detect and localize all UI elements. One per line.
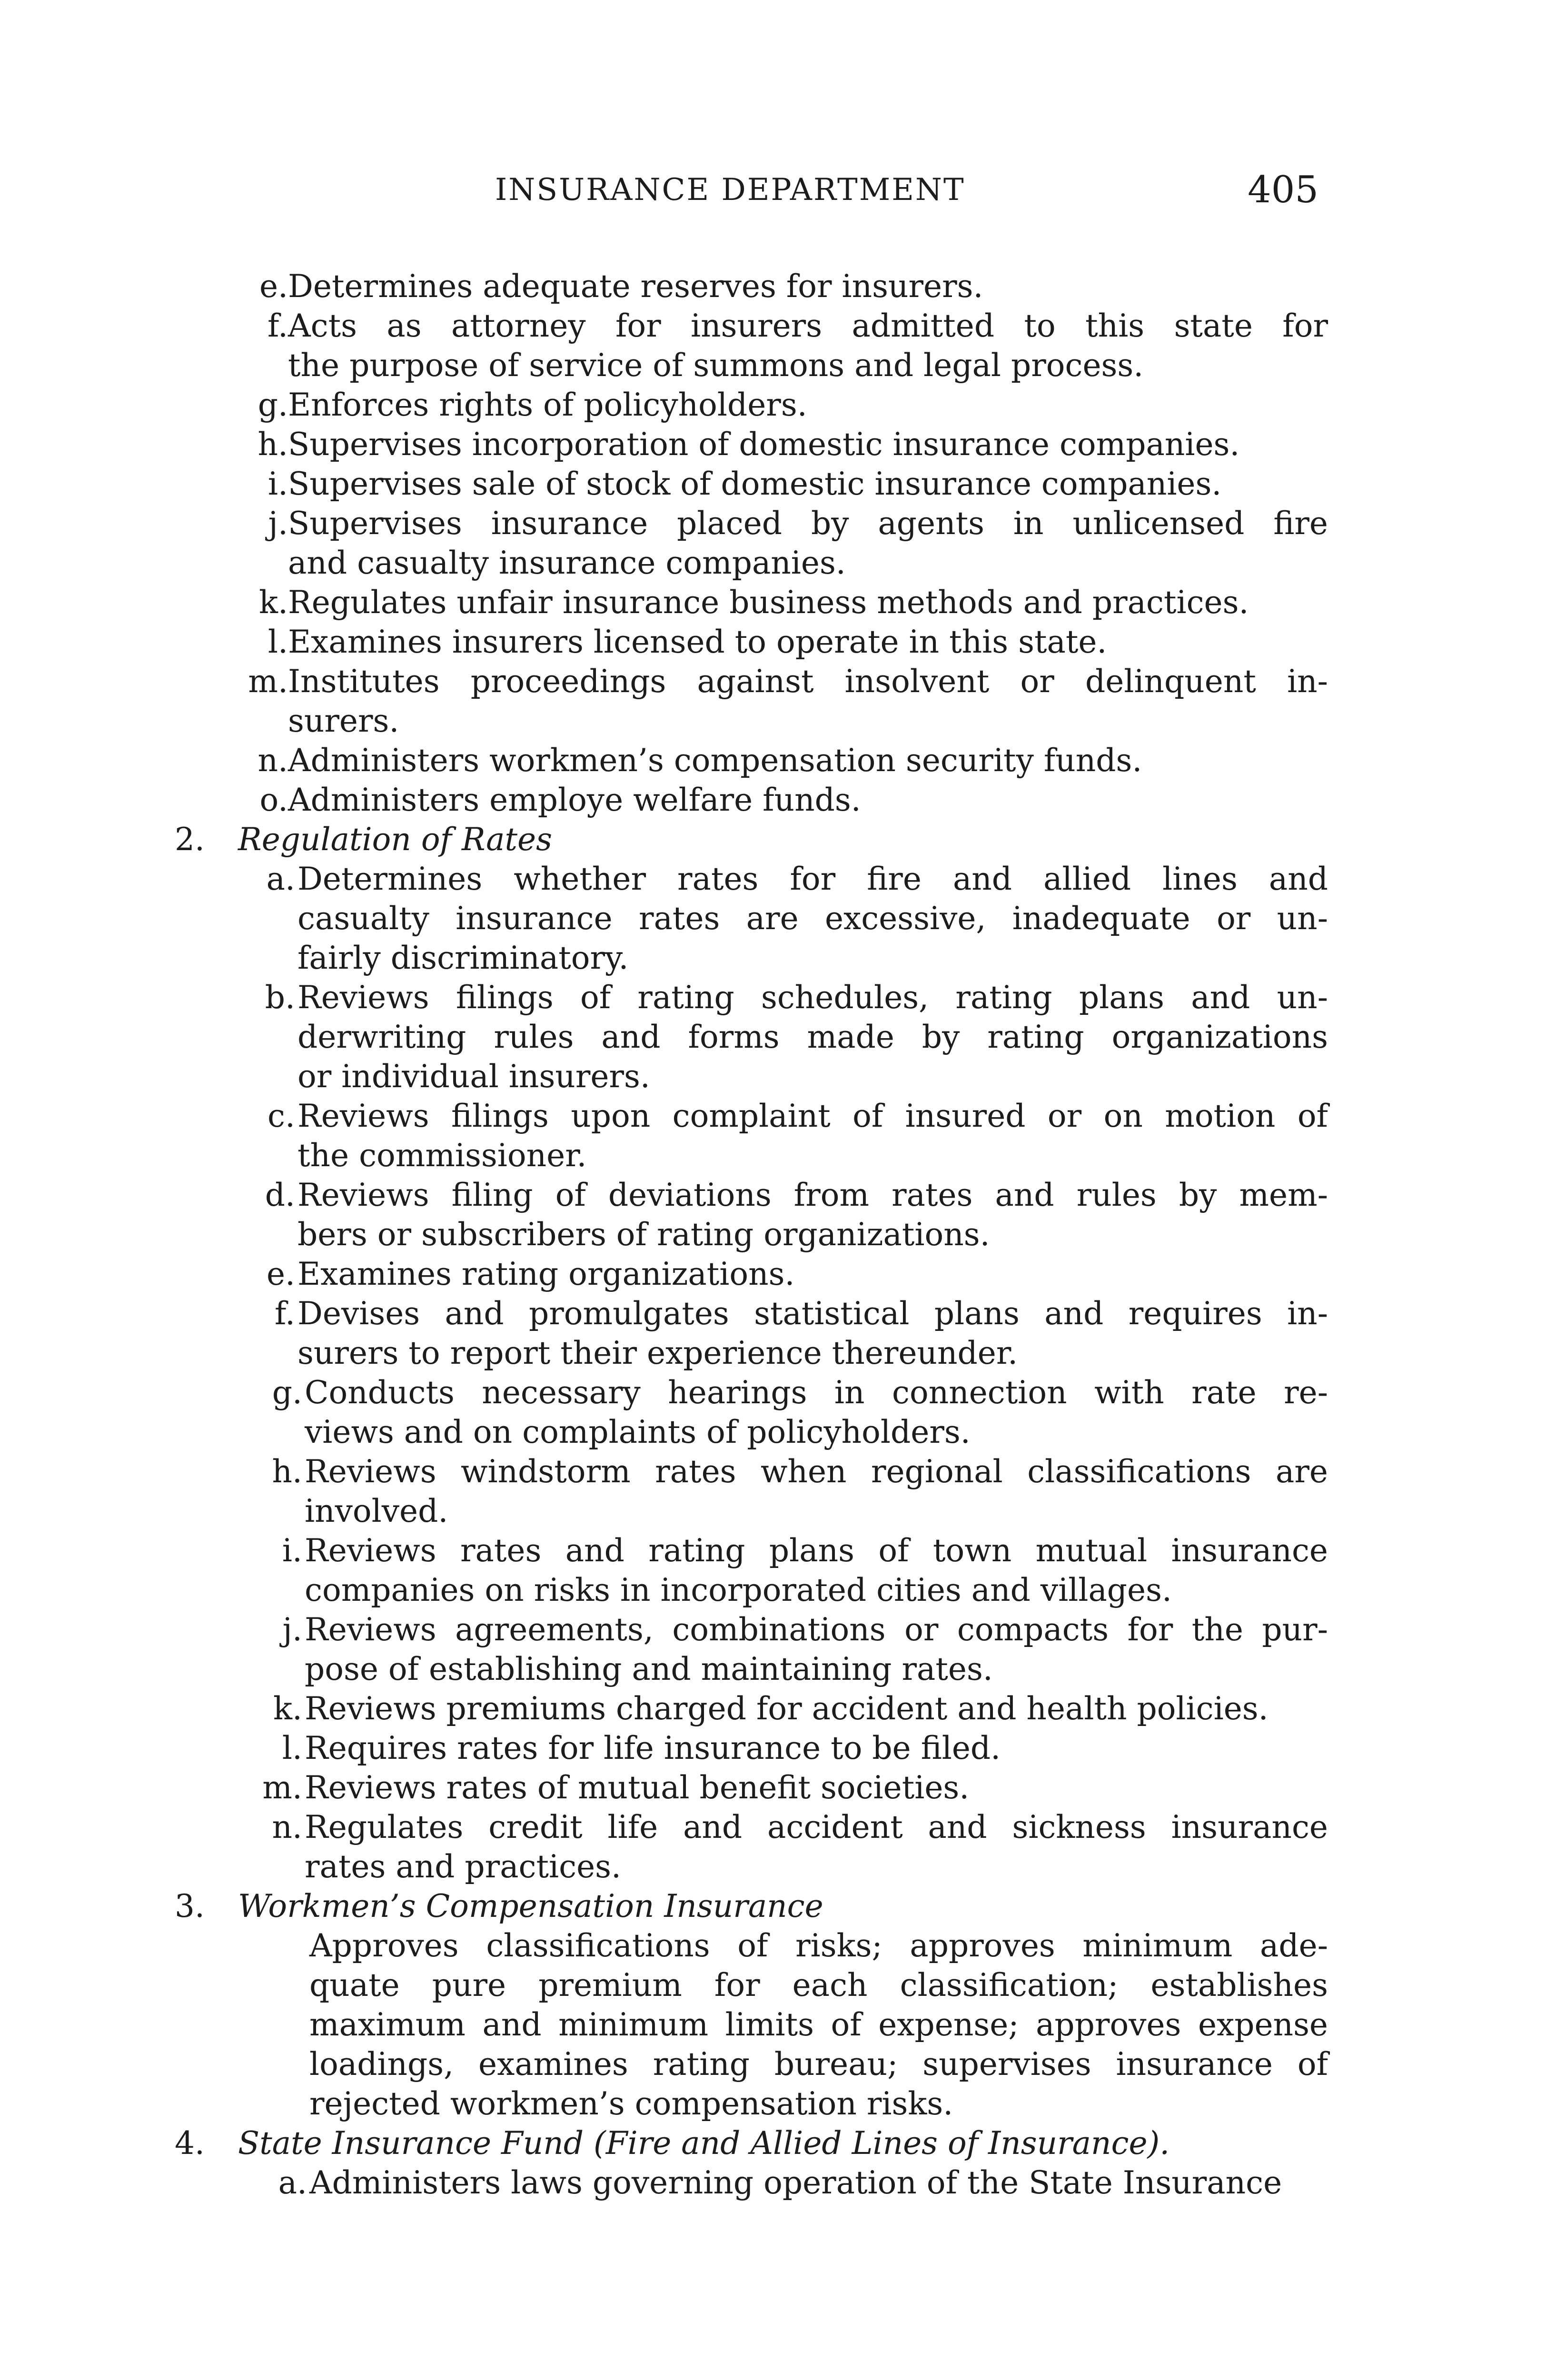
item-label: d.: [265, 1177, 295, 1213]
text-line: [0, 1531, 1546, 1570]
item-label: k.: [273, 1690, 302, 1727]
item-text: companies on risks in incorporated cities and villages.: [305, 1572, 1172, 1608]
text-line: [0, 780, 1546, 820]
item-label: a.: [278, 2164, 307, 2201]
section-heading: [0, 1886, 1546, 1926]
page-header: [495, 169, 1318, 215]
item-text: Enforces rights of policyholders.: [288, 387, 807, 423]
list-item: [0, 385, 1546, 425]
text-line: [0, 1807, 1546, 1847]
item-text: Workmen’s Compensation Insurance: [238, 1888, 823, 1924]
item-text: involved.: [305, 1493, 448, 1529]
item-label: h.: [258, 426, 288, 463]
text-line: [0, 1768, 1546, 1807]
text-line: [0, 741, 1546, 780]
text-line: [0, 1175, 1546, 1215]
item-label: a.: [266, 861, 295, 897]
text-line: [0, 1847, 1546, 1886]
item-label: f.: [267, 307, 288, 344]
list-item: [0, 741, 1546, 780]
item-text: Devises and promulgates statistical plans and requires in-: [297, 1295, 1328, 1332]
text-line: [0, 504, 1546, 543]
text-line: [0, 1926, 1546, 1965]
text-line: [0, 1610, 1546, 1649]
item-label: j.: [282, 1611, 302, 1648]
item-label: k.: [259, 584, 288, 621]
item-label: h.: [272, 1453, 302, 1490]
text-line: [0, 1215, 1546, 1254]
list-item: [0, 1373, 1546, 1452]
item-text: pose of establishing and maintaining rates.: [305, 1651, 993, 1687]
item-text: Reviews rates of mutual benefit societies.: [305, 1769, 970, 1806]
text-line: [0, 1017, 1546, 1057]
item-text: rejected workmen’s compensation risks.: [309, 2085, 953, 2122]
item-label: g.: [272, 1374, 302, 1411]
item-text: casualty insurance rates are excessive, inadequate or un-: [297, 900, 1328, 937]
list-item: [0, 425, 1546, 464]
text-line: [0, 978, 1546, 1017]
text-line: [0, 899, 1546, 938]
list-item: [0, 504, 1546, 583]
item-text: Supervises sale of stock of domestic insurance companies.: [288, 466, 1222, 502]
item-text: and casualty insurance companies.: [288, 545, 846, 581]
item-label: c.: [268, 1098, 295, 1134]
item-text: Administers laws governing operation of the State Insurance: [309, 2164, 1282, 2201]
item-label: e.: [259, 268, 288, 305]
list-item: [0, 2163, 1546, 2202]
text-line: [0, 1491, 1546, 1531]
item-text: Reviews agreements, combinations or compacts for the pur-: [305, 1611, 1328, 1648]
item-label: g.: [258, 387, 288, 423]
text-line: [0, 583, 1546, 622]
list-item: [0, 1254, 1546, 1294]
item-text: Regulates credit life and accident and sickness insurance: [305, 1809, 1328, 1845]
text-line: [0, 1728, 1546, 1768]
item-text: Determines adequate reserves for insurers.: [288, 268, 983, 305]
item-text: or individual insurers.: [297, 1058, 650, 1095]
item-text: Reviews premiums charged for accident and health policies.: [305, 1690, 1269, 1727]
text-line: [0, 662, 1546, 701]
text-line: [0, 306, 1546, 346]
item-text: Regulation of Rates: [238, 821, 552, 858]
outline-list: [0, 267, 1546, 2202]
text-line: [0, 701, 1546, 741]
item-text: Acts as attorney for insurers admitted to this state for: [288, 307, 1328, 344]
item-text: views and on complaints of policyholders.: [305, 1414, 971, 1450]
text-line: [0, 2084, 1546, 2123]
text-line: [0, 859, 1546, 899]
section-heading: [0, 820, 1546, 859]
page-number: 405: [1248, 169, 1318, 211]
item-text: derwriting rules and forms made by rating organizations: [297, 1019, 1328, 1055]
list-item: [0, 1531, 1546, 1610]
text-line: [0, 820, 1546, 859]
list-item: [0, 464, 1546, 504]
item-text: surers.: [288, 703, 399, 739]
text-line: [0, 543, 1546, 583]
item-label: m.: [262, 1769, 302, 1806]
item-label: j.: [268, 505, 288, 542]
list-item: [0, 1689, 1546, 1728]
text-line: [0, 2044, 1546, 2084]
item-text: Conducts necessary hearings in connection with rate re-: [305, 1374, 1328, 1411]
item-label: l.: [282, 1730, 302, 1766]
text-line: [0, 938, 1546, 978]
item-text: Reviews rates and rating plans of town mutual insurance: [305, 1532, 1328, 1569]
item-label: o.: [259, 782, 288, 818]
item-text: Examines rating organizations.: [297, 1256, 795, 1292]
text-line: [0, 464, 1546, 504]
text-line: [0, 385, 1546, 425]
item-text: Requires rates for life insurance to be filed.: [305, 1730, 1001, 1766]
item-label: m.: [248, 663, 288, 700]
item-text: Reviews filings upon complaint of insured or on motion of: [297, 1098, 1328, 1134]
item-label: n.: [272, 1809, 302, 1845]
list-item: [0, 1728, 1546, 1768]
text-line: [0, 1057, 1546, 1096]
item-label: b.: [265, 979, 295, 1016]
item-label: 4.: [175, 2125, 205, 2162]
text-line: [0, 2005, 1546, 2044]
item-label: n.: [258, 742, 288, 779]
text-line: [0, 1294, 1546, 1333]
item-text: Determines whether rates for fire and allied lines and: [297, 861, 1328, 897]
item-text: Approves classifications of risks; approves minimum ade-: [309, 1927, 1328, 1964]
item-text: loadings, examines rating bureau; supervises insurance of: [309, 2046, 1328, 2082]
item-label: i.: [268, 466, 288, 502]
item-text: Reviews windstorm rates when regional classifications are: [305, 1453, 1328, 1490]
item-text: State Insurance Fund (Fire and Allied Lines of Insurance).: [238, 2125, 1170, 2162]
list-item: [0, 1294, 1546, 1373]
item-label: f.: [274, 1295, 295, 1332]
item-text: Administers workmen’s compensation security funds.: [288, 742, 1142, 779]
list-item: [0, 1175, 1546, 1254]
list-item: [0, 662, 1546, 741]
list-item: [0, 306, 1546, 385]
item-text: surers to report their experience thereunder.: [297, 1335, 1018, 1371]
item-text: Administers employe welfare funds.: [288, 782, 861, 818]
text-line: [0, 2123, 1546, 2163]
text-line: [0, 1333, 1546, 1373]
text-line: [0, 1254, 1546, 1294]
item-label: 2.: [175, 821, 205, 858]
text-line: [0, 1136, 1546, 1175]
list-item: [0, 622, 1546, 662]
text-line: [0, 1452, 1546, 1491]
text-line: [0, 267, 1546, 306]
list-item: [0, 1807, 1546, 1886]
text-line: [0, 1570, 1546, 1610]
list-item: [0, 978, 1546, 1096]
text-line: [0, 2163, 1546, 2202]
paragraph: [0, 1926, 1546, 2123]
item-text: Examines insurers licensed to operate in this state.: [288, 624, 1107, 660]
item-text: Supervises incorporation of domestic insurance companies.: [288, 426, 1240, 463]
item-label: 3.: [175, 1888, 205, 1924]
item-text: maximum and minimum limits of expense; approves expense: [309, 2006, 1328, 2043]
list-item: [0, 583, 1546, 622]
item-text: bers or subscribers of rating organizations.: [297, 1216, 990, 1253]
item-text: Reviews filings of rating schedules, rating plans and un-: [297, 979, 1328, 1016]
list-item: [0, 267, 1546, 306]
running-title: INSURANCE DEPARTMENT: [495, 172, 965, 208]
list-item: [0, 780, 1546, 820]
item-label: l.: [268, 624, 288, 660]
item-text: quate pure premium for each classification; establishes: [309, 1967, 1328, 2003]
item-text: Supervises insurance placed by agents in unlicensed fire: [288, 505, 1328, 542]
item-text: Regulates unfair insurance business methods and practices.: [288, 584, 1249, 621]
list-item: [0, 1096, 1546, 1175]
list-item: [0, 1452, 1546, 1531]
item-text: Reviews filing of deviations from rates and rules by mem-: [297, 1177, 1328, 1213]
item-text: fairly discriminatory.: [297, 940, 629, 976]
item-label: i.: [282, 1532, 302, 1569]
section-heading: [0, 2123, 1546, 2163]
item-text: the commissioner.: [297, 1137, 587, 1174]
text-line: [0, 1373, 1546, 1412]
text-line: [0, 346, 1546, 385]
text-line: [0, 1965, 1546, 2005]
item-label: e.: [266, 1256, 295, 1292]
text-line: [0, 1886, 1546, 1926]
text-line: [0, 1412, 1546, 1452]
list-item: [0, 859, 1546, 978]
text-line: [0, 622, 1546, 662]
list-item: [0, 1610, 1546, 1689]
text-line: [0, 1096, 1546, 1136]
item-text: the purpose of service of summons and legal process.: [288, 347, 1144, 384]
text-line: [0, 425, 1546, 464]
list-item: [0, 1768, 1546, 1807]
text-line: [0, 1649, 1546, 1689]
item-text: Institutes proceedings against insolvent or delinquent in-: [288, 663, 1328, 700]
item-text: rates and practices.: [305, 1848, 622, 1885]
text-line: [0, 1689, 1546, 1728]
